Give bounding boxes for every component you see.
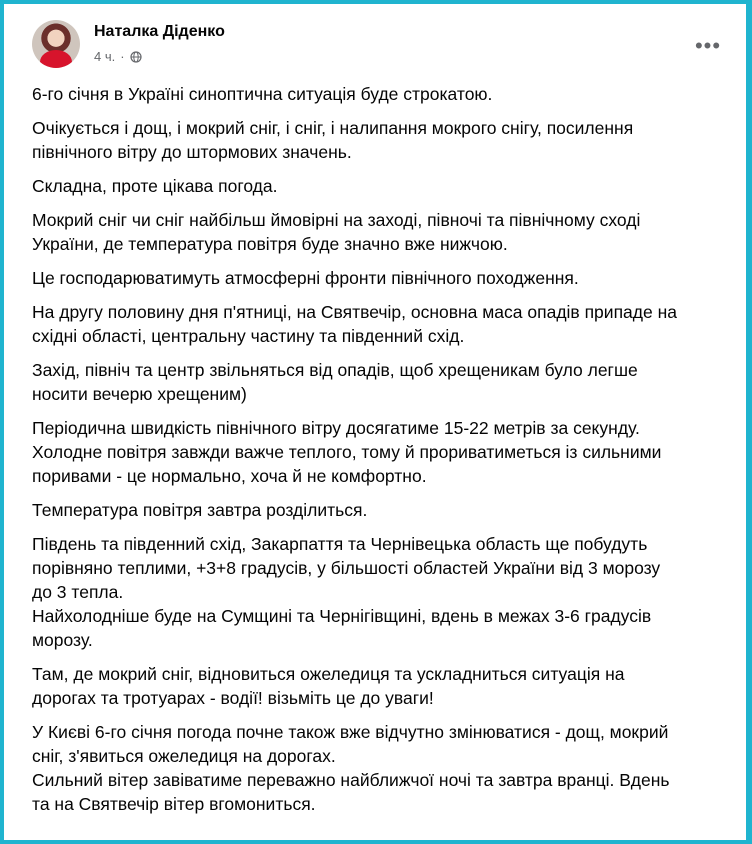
post-paragraph: На другу половину дня п'ятниці, на Святвечір, основна маса опадів припаде на східні області, центральну частину та південний схід. bbox=[32, 302, 677, 346]
post-paragraph: Періодична швидкість північного вітру досягатиме 15-22 метрів за секунду. Холодне повітря завжди важче теплого, тому й прориватиметься із сильними поривами - це нормально, хоча й не комфортно. bbox=[32, 418, 662, 486]
post-paragraph: Складна, проте цікава погода. bbox=[32, 176, 278, 196]
post-paragraph: Температура повітря завтра розділиться. bbox=[32, 500, 368, 520]
post-text bbox=[32, 82, 732, 826]
post-paragraph: Очікується і дощ, і мокрий сніг, і сніг, і налипання мокрого снігу, посилення північного вітру до штормових значень. bbox=[32, 118, 634, 162]
post-paragraph: У Києві 6-го січня погода почне також вже відчутно змінюватися - дощ, мокрий сніг, з'явиться ожеледиця на дорогах. Сильний вітер завіватиме переважно найближчої ночі та завтра вранці. Вдень та на Святвечір вітер вгомониться. bbox=[32, 722, 670, 814]
post-header bbox=[32, 16, 726, 76]
post-time[interactable]: 4 ч. bbox=[94, 49, 116, 64]
more-horizontal-icon[interactable]: ••• bbox=[694, 33, 722, 58]
post-paragraph: Захід, північ та центр звільняться від опадів, щоб хрещеникам було легше носити вечерю хрещеним) bbox=[32, 360, 638, 404]
author-name[interactable]: Наталка Діденко bbox=[94, 23, 225, 40]
post-paragraph: Мокрий сніг чи сніг найбільш ймовірні на заході, півночі та північному сході України, де температура повітря буде значно вже нижчою. bbox=[32, 210, 641, 254]
post-card bbox=[4, 4, 746, 840]
post-paragraph: Південь та південний схід, Закарпаття та Чернівецька область ще побудуть порівняно теплими, +3+8 градусів, у більшості областей України від 3 морозу до 3 тепла. Найхолодніше буде на Сумщині та Чернігівщині, вдень в межах 3-6 градусів морозу. bbox=[32, 534, 661, 650]
avatar[interactable] bbox=[32, 20, 80, 68]
globe-icon[interactable] bbox=[130, 51, 142, 63]
post-paragraph: Це господарюватимуть атмосферні фронти північного походження. bbox=[32, 268, 579, 288]
post-paragraph: Там, де мокрий сніг, відновиться ожеледиця та ускладниться ситуація на дорогах та тротуарах - водії! візьміть це до уваги! bbox=[32, 664, 625, 708]
post-paragraph: 6-го січня в Україні синоптична ситуація буде строкатою. bbox=[32, 84, 493, 104]
post-meta: 4 ч. · bbox=[94, 49, 142, 64]
